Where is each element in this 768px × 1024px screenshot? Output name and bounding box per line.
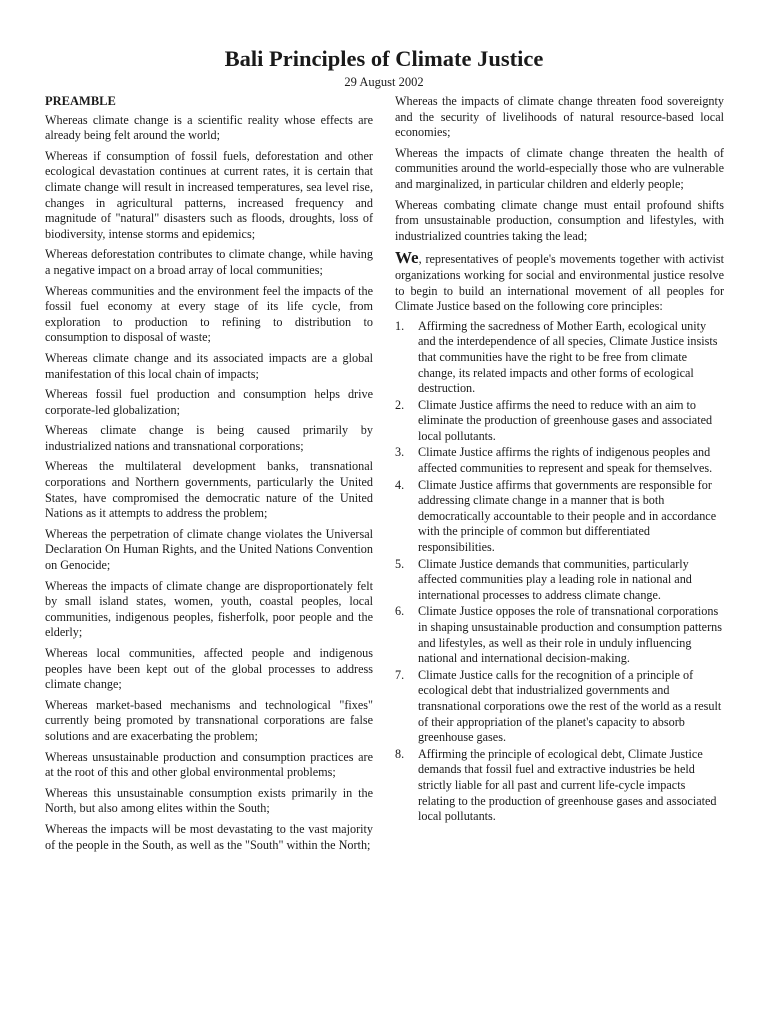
left-column	[45, 94, 373, 858]
principle-item	[395, 557, 724, 604]
principles-list	[395, 319, 724, 825]
principle-text: Climate Justice opposes the role of transnational corporations in shaping unsustainable production and consumption patterns and lifestyles, as well as their role in unduly influencing national and international decision-making.	[418, 604, 722, 666]
resolution-text: , representatives of people's movements together with activist organizations working for social and environmental justice resolve to begin to build an international movement of all peoples for Climate Justice based on the following core principles:	[395, 252, 724, 314]
preamble-heading: PREAMBLE	[45, 94, 116, 108]
document-title: Bali Principles of Climate Justice	[224, 46, 544, 71]
preamble-paragraph: Whereas the impacts of climate change are disproportionately felt by small island states, women, youth, coastal peoples, local communities, indigenous peoples, fisherfolk, poor people and the elderly;	[45, 578, 373, 640]
principle-item	[395, 668, 724, 746]
document-date: 29 August 2002	[344, 75, 424, 89]
principle-text: Climate Justice affirms that governments are responsible for addressing climate change in a manner that is both democratically accountable to their people and in accordance with the principle of common but differentiated responsibilities.	[418, 477, 717, 555]
preamble-paragraph: Whereas combating climate change must entail profound shifts from unsustainable production, consumption and lifestyles, with industrialized countries taking the lead;	[395, 197, 724, 243]
principle-number: 2.	[395, 397, 405, 412]
right-column	[395, 94, 724, 826]
preamble-paragraph: Whereas unsustainable production and consumption practices are at the root of this and other global environmental problems;	[45, 749, 373, 780]
principle-number: 8.	[395, 746, 405, 761]
preamble-paragraph: Whereas the impacts will be most devastating to the vast majority of the people in the South, as well as the "South" within the North;	[45, 821, 373, 852]
principle-number: 3.	[395, 445, 405, 460]
principle-text: Climate Justice calls for the recognition of a principle of ecological debt that industrialized governments and transnational corporations owe the rest of the world as a result of their appropriation of the planet's capacity to absorb greenhouse gases.	[418, 667, 722, 745]
preamble-paragraph: Whereas market-based mechanisms and technological "fixes" currently being promoted by transnational corporations are false solutions and are exacerbating the problem;	[45, 697, 373, 743]
principle-number: 6.	[395, 604, 405, 619]
preamble-paragraph: Whereas the impacts of climate change threaten food sovereignty and the security of livelihoods of natural resource-based local economies;	[395, 94, 724, 140]
preamble-paragraph: Whereas the multilateral development banks, transnational corporations and Northern governments, particularly the United States, have compromised the democratic nature of the United Nations as it attempts to address the problem;	[45, 459, 373, 521]
principle-text: Affirming the principle of ecological debt, Climate Justice demands that fossil fuel and extractive industries be held strictly liable for all past and current life-cycle impacts relating to the production of greenhouse gases and associated local pollutants.	[418, 746, 717, 824]
principle-item	[395, 747, 724, 825]
principle-item	[395, 604, 724, 666]
principle-number: 5.	[395, 556, 405, 571]
resolution-paragraph	[395, 250, 724, 314]
principle-number: 4.	[395, 477, 405, 492]
preamble-paragraph: Whereas climate change is being caused primarily by industrialized nations and transnational corporations;	[45, 423, 373, 453]
preamble-paragraph: Whereas climate change and its associated impacts are a global manifestation of this local chain of impacts;	[45, 350, 373, 381]
preamble-paragraph: Whereas climate change is a scientific reality whose effects are already being felt around the world;	[45, 112, 373, 143]
principle-item	[395, 319, 724, 397]
principle-item	[395, 478, 724, 556]
preamble-paragraph: Whereas the impacts of climate change threaten the health of communities around the world-especially those who are vulnerable and marginalized, in particular children and elderly people;	[395, 145, 724, 191]
principle-text: Climate Justice affirms the need to reduce with an aim to eliminate the production of greenhouse gases and associated local pollutants.	[418, 397, 713, 443]
principle-item	[395, 445, 724, 476]
principle-number: 1.	[395, 318, 405, 333]
principle-text: Climate Justice affirms the rights of indigenous peoples and affected communities to represent and speak for themselves.	[418, 445, 713, 476]
resolution-lead-word: We	[395, 248, 419, 268]
preamble-paragraph: Whereas if consumption of fossil fuels, deforestation and other ecological devastation continues at current rates, it is certain that climate change will result in increased temperatures, sea level rise, changes in agricultural patterns, increased frequency and magnitude of "natural" disasters such as floods, droughts, loss of biodiversity, intense storms and epidemics;	[45, 148, 373, 241]
principle-item	[395, 398, 724, 445]
preamble-paragraph: Whereas local communities, affected people and indigenous peoples have been kept out of the global processes to address climate change;	[45, 646, 373, 692]
principle-number: 7.	[395, 667, 405, 682]
preamble-paragraph: Whereas fossil fuel production and consumption helps drive corporate-led globalization;	[45, 387, 373, 417]
preamble-paragraph: Whereas communities and the environment feel the impacts of the fossil fuel economy at every stage of its life cycle, from exploration to production to refining to distribution to consumption to disposal of waste;	[45, 283, 373, 345]
principle-text: Affirming the sacredness of Mother Earth, ecological unity and the interdependence of all species, Climate Justice insists that communities have the right to be free from climate change, its related impacts and other forms of ecological destruction.	[418, 318, 718, 396]
preamble-paragraph: Whereas this unsustainable consumption exists primarily in the North, but also among elites within the South;	[45, 785, 373, 816]
preamble-paragraph: Whereas deforestation contributes to climate change, while having a negative impact on a broad array of local communities;	[45, 247, 373, 277]
preamble-paragraph: Whereas the perpetration of climate change violates the Universal Declaration On Human Rights, and the United Nations Convention on Genocide;	[45, 526, 373, 573]
principle-text: Climate Justice demands that communities, particularly affected communities play a leading role in national and international processes to address climate change.	[418, 556, 692, 602]
